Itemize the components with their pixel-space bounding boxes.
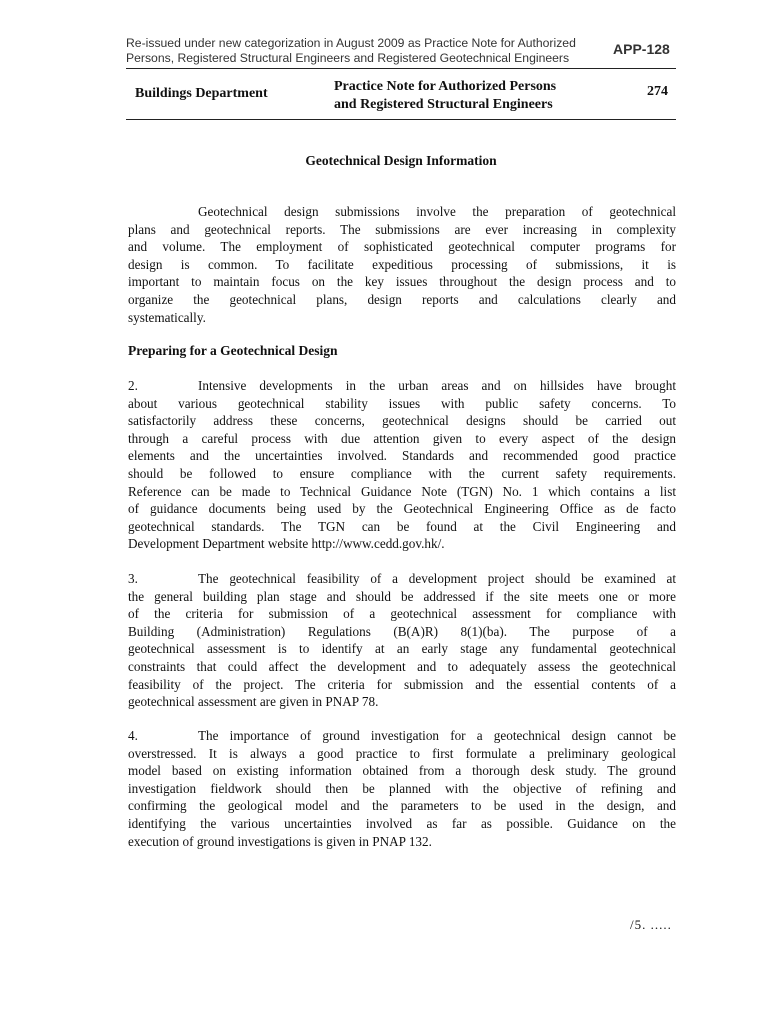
paragraph-line: of guidance documents being used by the Geotechnical Engineering Office as de facto — [128, 501, 676, 517]
paragraph-3 — [128, 570, 676, 711]
paragraph-line: 3. The geotechnical feasibility of a development project should be examined at — [128, 571, 676, 586]
paragraph-line: elements and the uncertainties involved. Standards and recommended good practice — [128, 448, 676, 464]
app-code: APP-128 — [613, 41, 670, 57]
paragraph-line: organize the geotechnical plans, design reports and calculations clearly and — [128, 291, 676, 307]
paragraph-line: 2. Intensive developments in the urban areas and on hillsides have brought — [128, 378, 676, 393]
paragraph-line: feasibility of the project. The criteria for submission and the essential contents of a — [128, 676, 676, 692]
practice-note-title-line-2: and Registered Structural Engineers — [334, 97, 553, 112]
reissue-note — [126, 36, 606, 66]
paragraph-line: design is common. To facilitate expeditious processing of submissions, it is — [128, 256, 676, 272]
paragraph-line: Reference can be made to Technical Guidance Note (TGN) No. 1 which contains a list — [128, 483, 676, 499]
reissue-note-line-2: Persons, Registered Structural Engineers and Registered Geotechnical Engineers — [126, 51, 570, 65]
paragraph-line: Development Department website http://www.cedd.gov.hk/. — [128, 536, 445, 552]
paragraph-line: Building (Administration) Regulations (B(A)R) 8(1)(ba). The purpose of a — [128, 623, 676, 639]
paragraph-number: 3. — [128, 571, 138, 586]
department-name: Buildings Department — [135, 86, 268, 101]
paragraph-line: should be followed to ensure compliance with the current safety requirements. — [128, 465, 676, 481]
pnap-number: 274 — [647, 84, 668, 99]
paragraph-line: Geotechnical design submissions involve the preparation of geotechnical — [198, 204, 676, 219]
paragraph-line: overstressed. It is always a good practice to first formulate a preliminary geological — [128, 745, 676, 761]
paragraph-line: confirming the geological model and the parameters to be used in the design, and — [128, 798, 676, 814]
section-heading: Preparing for a Geotechnical Design — [128, 343, 338, 358]
paragraph-line: identifying the various uncertainties involved as far as possible. Guidance on the — [128, 815, 676, 831]
paragraph-line: important to maintain focus on the key issues throughout the design process and to — [128, 274, 676, 290]
paragraph-line: execution of ground investigations is given in PNAP 132. — [128, 833, 432, 849]
paragraph-number: 4. — [128, 728, 138, 743]
paragraph-line: of the criteria for submission of a geotechnical assessment for compliance with — [128, 606, 676, 622]
paragraph-4 — [128, 727, 676, 850]
paragraph-line: systematically. — [128, 309, 206, 325]
practice-note-title — [334, 78, 604, 114]
paragraph-line: constraints that could affect the development and to adequately assess the geotechnical — [128, 658, 676, 674]
paragraph-line: about various geotechnical stability issues with public safety concerns. To — [128, 395, 676, 411]
paragraph-line: and volume. The employment of sophisticated geotechnical computer programs for — [128, 239, 676, 255]
paragraph-line: geotechnical assessment are given in PNAP 78. — [128, 694, 379, 710]
paragraph-number: 2. — [128, 378, 138, 393]
paragraph-2 — [128, 377, 676, 553]
document-header — [126, 68, 676, 120]
continuation-marker: /5. ..... — [630, 917, 672, 932]
paragraph-line: geotechnical assessment is to identify at an early stage any fundamental geotechnical — [128, 641, 676, 657]
paragraph-line: geotechnical standards. The TGN can be found at the Civil Engineering and — [128, 518, 676, 534]
practice-note-title-line-1: Practice Note for Authorized Persons — [334, 79, 557, 94]
paragraph-line: satisfactorily address these concerns, geotechnical designs should be carried out — [128, 413, 676, 429]
reissue-note-line-1: Re-issued under new categorization in August 2009 as Practice Note for Authorized — [126, 36, 576, 50]
intro-paragraph — [128, 203, 676, 326]
paragraph-line: investigation fieldwork should then be planned with the objective of refining and — [128, 780, 676, 796]
paragraph-line: 4. The importance of ground investigation for a geotechnical design cannot be — [128, 728, 676, 743]
paragraph-line: the general building plan stage and should be addressed if the site meets one or more — [128, 588, 676, 604]
document-title: Geotechnical Design Information — [305, 153, 497, 168]
paragraph-line: model based on existing information obtained from a thorough desk study. The ground — [128, 763, 676, 779]
paragraph-line: through a careful process with due attention given to every aspect of the design — [128, 430, 676, 446]
paragraph-line: plans and geotechnical reports. The submissions are ever increasing in complexity — [128, 221, 676, 237]
